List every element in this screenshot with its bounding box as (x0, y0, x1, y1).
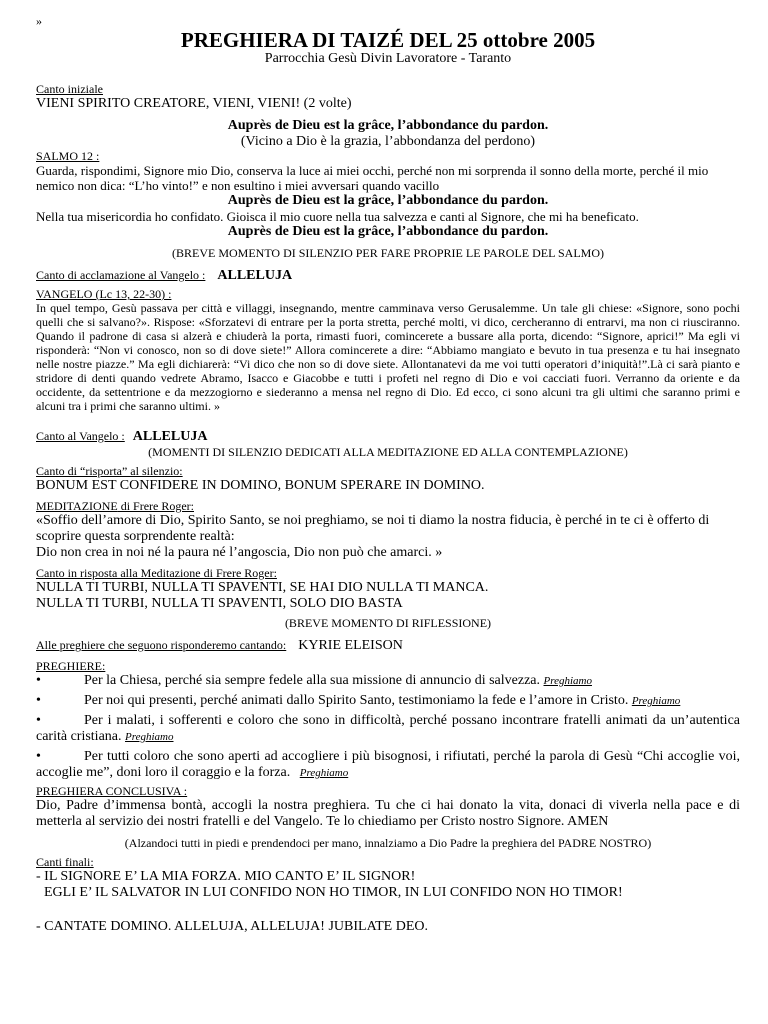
meditazione-label (36, 500, 740, 513)
risposta-silenzio-text: BONUM EST CONFIDERE IN DOMINO, BONUM SPERARE IN DOMINO. (36, 478, 485, 493)
vangelo-label: VANGELO (Lc 13, 22-30) : (36, 287, 172, 301)
preghiera-item-text: Per la Chiesa, perché sia sempre fedele alla sua missione di annuncio di salvezza. (84, 673, 540, 688)
page-subtitle: Parrocchia Gesù Divin Lavoratore - Taranto (264, 51, 512, 66)
canto-iniziale-text: VIENI SPIRITO CREATORE, VIENI, VIENI! (2 volte) (36, 96, 352, 111)
preghiera-item (36, 713, 740, 745)
canti-finali-line-2: EGLI E’ IL SALVATOR IN LUI CONFIDO NON HO TIMOR, IN LUI CONFIDO NON HO TIMOR! (44, 885, 623, 900)
preghiamo-response: Preghiamo (125, 731, 174, 743)
refrain-french: Auprès de Dieu est la grâce, l’abbondance du pardon. (227, 224, 549, 239)
salmo-silence-note: (BREVE MOMENTO DI SILENZIO PER FARE PROPRIE LE PAROLE DEL SALMO) (171, 246, 604, 260)
meditazione-label-rest: di Frere Roger: (117, 499, 194, 513)
bullet-icon: • (36, 673, 41, 688)
meditazione-text-2: Dio non crea in noi né la paura né l’angoscia, Dio non può che amarci. » (36, 545, 443, 560)
vangelo-text: In quel tempo, Gesù passava per città e villaggi, insegnando, mentre camminava verso Gerusalemme. Un tale gli chiese: «Signore, sono pochi quelli che si salvano?». Rispose: «Sforzatevi di entrare per la porta stretta, perché molti, vi dico, cercheranno di entrarvi, ma non ci riusciranno. Quando il padrone di casa si alzerà e chiuderà la porta, rimasti fuori, comincerete a bussare alla porta, dicendo: “Signore, aprici!” Ma egli vi risponderà: “Non vi conosco, non so di dove siete!” Allora comincerete a dire: “Abbiamo mangiato e bevuto in tua presenza e tu hai insegnato nelle nostre piazze.” Ma egli dichiarerà: “Vi dico che non so di dove siete. Allontanatevi da me voi tutti operatori d’iniquità!”.Là ci sarà pianto e stridore di denti quando vedrete Abramo, Isacco e Giacobbe e tutti i profeti nel regno di Dio e voi cacciati fuori. Verranno da oriente e da occidente, da settentrione e da mezzogiorno e siederanno a mensa nel regno di Dio. Ed ecco, ci sono alcuni tra gli ultimi che saranno primi e alcuni tra i primi che saranno ultimi. » (36, 301, 740, 413)
refrain-french: Auprès de Dieu est la grâce, l’abbondance du pardon. (227, 193, 549, 208)
risposta-preghiere-label: Alle preghiere che seguono risponderemo cantando: (36, 638, 287, 652)
meditazione-text-1: «Soffio dell’amore di Dio, Spirito Santo, se noi preghiamo, se noi ti diamo la nostra fiducia, è perché in te ci è offerto di scoprire questa sorprendente realtà: (36, 513, 710, 544)
preghiera-item (36, 673, 740, 689)
canti-finali-line-1: - IL SIGNORE E’ LA MIA FORZA. MIO CANTO E’ IL SIGNOR! (36, 869, 416, 884)
risposta-preghiere-line (36, 636, 740, 654)
canto-vangelo-song: ALLELUJA (132, 429, 208, 444)
page-marker: » (36, 14, 42, 28)
preghiera-item-text: Per i malati, i sofferenti e coloro che sono in difficoltà, perché possano incontrare fratelli animati da un’autentica carità cristiana. (36, 713, 740, 744)
document-page (36, 14, 740, 935)
riflessione-note: (BREVE MOMENTO DI RIFLESSIONE) (284, 616, 492, 630)
canti-finali-label: Canti finali: (36, 855, 94, 869)
page-title: PREGHIERA DI TAIZÉ DEL 25 ottobre 2005 (180, 28, 596, 52)
preghiera-item (36, 693, 740, 709)
bullet-icon: • (36, 693, 41, 708)
salmo-text-2: Nella tua misericordia ho confidato. Gioisca il mio cuore nella tua salvezza e canti al Signore, che mi ha beneficato. (36, 209, 639, 224)
preghiera-item-text: Per noi qui presenti, perché animati dallo Spirito Santo, testimoniamo la fede e l’amore in Cristo. (84, 693, 629, 708)
canto-vangelo-silence-note: (MOMENTI DI SILENZIO DEDICATI ALLA MEDITAZIONE ED ALLA CONTEMPLAZIONE) (148, 445, 628, 459)
risposta-preghiere-song: KYRIE ELEISON (298, 638, 403, 653)
canti-finali-line-3: - CANTATE DOMINO. ALLELUJA, ALLELUJA! JUBILATE DEO. (36, 919, 428, 934)
salmo-text-1: Guarda, rispondimi, Signore mio Dio, conserva la luce ai miei occhi, perché non mi sorprenda il sonno della morte, perché il mio nemico non dica: “L’ho vinto!” e non esultino i miei avversari quando vacillo (36, 163, 709, 193)
acclamazione-label: Canto di acclamazione al Vangelo : (36, 268, 206, 282)
acclamazione-song: ALLELUJA (217, 268, 293, 283)
preghiamo-response: Preghiamo (631, 695, 681, 707)
padre-nostro-note: (Alzandoci tutti in piedi e prendendoci per mano, innalziamo a Dio Padre la preghiera del PADRE NOSTRO) (124, 836, 652, 850)
conclusiva-label: PREGHIERA CONCLUSIVA : (36, 784, 188, 798)
canto-vangelo-label: Canto al Vangelo : (36, 429, 125, 443)
preghiere-label: PREGHIERE: (36, 659, 106, 673)
acclamazione-line (36, 266, 740, 284)
canto-iniziale-label: Canto iniziale (36, 82, 103, 96)
conclusiva-text: Dio, Padre d’immensa bontà, accogli la nostra preghiera. Tu che ci hai donato la vita, donaci di viverla nella pace e di metterla al servizio dei nostri fratelli e del Vangelo. Te lo chiediamo per Cristo nostro Signore. AMEN (36, 798, 740, 829)
meditazione-label-main: MEDITAZIONE (36, 499, 118, 513)
risposta-meditazione-line-2: NULLA TI TURBI, NULLA TI SPAVENTI, SOLO DIO BASTA (36, 596, 403, 611)
preghiera-item (36, 749, 740, 781)
preghiamo-response: Preghiamo (299, 767, 349, 779)
refrain-french: Auprès de Dieu est la grâce, l’abbondance du pardon. (227, 118, 549, 133)
bullet-icon: • (36, 749, 41, 764)
refrain-italian: (Vicino a Dio è la grazia, l’abbondanza del perdono) (240, 134, 536, 149)
canto-vangelo-line (36, 427, 740, 445)
risposta-silenzio-label: Canto di “risporta” al silenzio: (36, 464, 183, 478)
preghiamo-response: Preghiamo (543, 675, 592, 687)
risposta-meditazione-line-1: NULLA TI TURBI, NULLA TI SPAVENTI, SE HAI DIO NULLA TI MANCA. (36, 580, 489, 595)
risposta-meditazione-label: Canto in risposta alla Meditazione di Frere Roger: (36, 566, 277, 580)
bullet-icon: • (36, 713, 41, 728)
preghiera-item-text: Per tutti coloro che sono aperti ad accogliere i più bisognosi, i rifiutati, perché la parola di Gesù “Chi accoglie voi, accoglie me”, doni loro il coraggio e la forza. (36, 749, 740, 780)
salmo-label: SALMO 12 : (36, 149, 100, 163)
